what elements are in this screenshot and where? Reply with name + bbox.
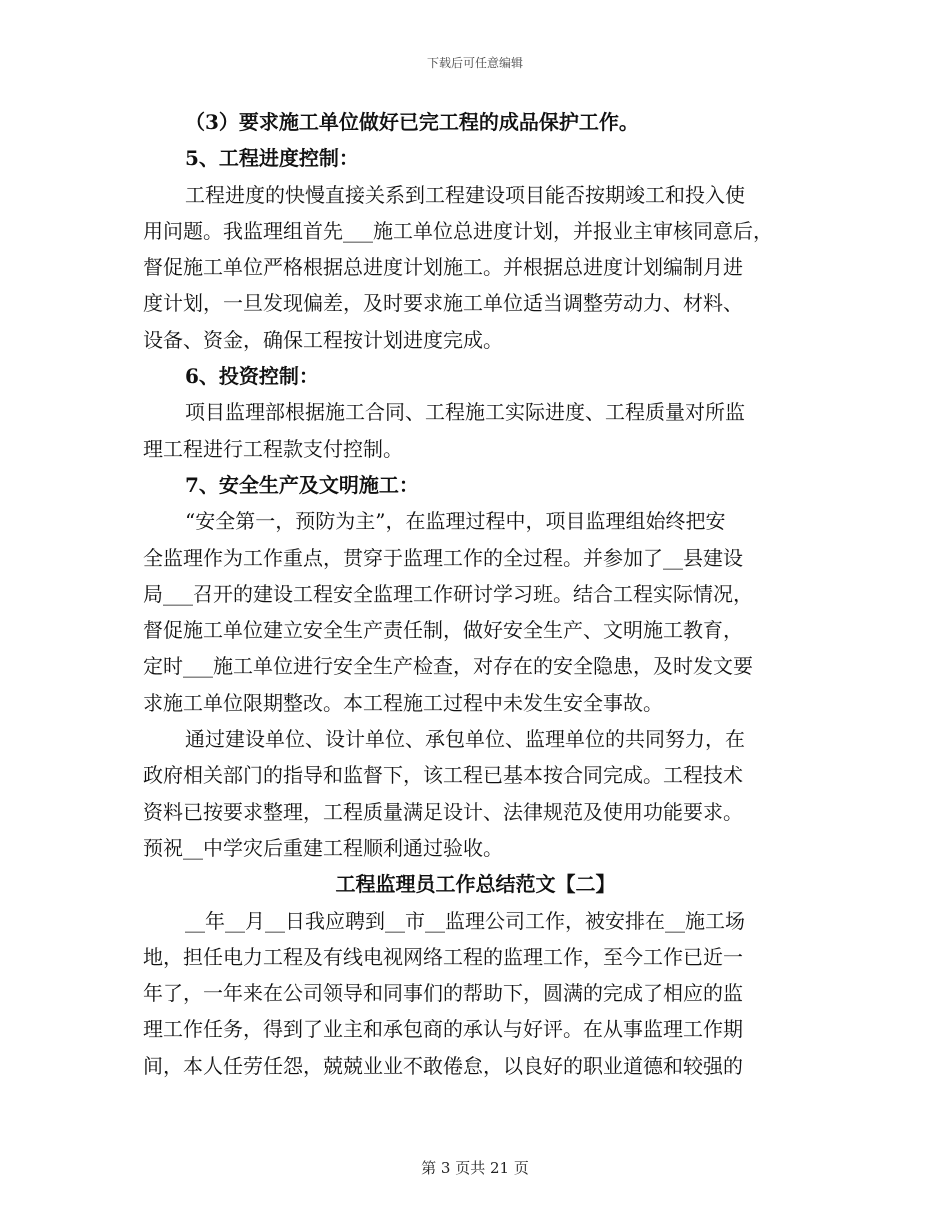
- document-body: [143, 104, 808, 1084]
- page-number: 第 3 页共 21 页: [421, 1159, 529, 1177]
- paragraph-line: 督促施工单位建立安全生产责任制，做好安全生产、文明施工教育，: [143, 618, 743, 643]
- article-title: 工程监理员工作总结范文【二】: [335, 872, 616, 897]
- paragraph-line: 用问题。我监理组首先___施工单位总进度计划，并报业主审核同意后，: [143, 218, 773, 243]
- paragraph-line: 间，本人任劳任怨，兢兢业业不敢倦怠，以良好的职业道德和较强的: [143, 1053, 743, 1078]
- paragraph-line: 工程进度的快慢直接关系到工程建设项目能否按期竣工和投入使: [185, 182, 745, 207]
- paragraph-line: 预祝__中学灾后重建工程顺利通过验收。: [143, 835, 503, 860]
- paragraph-line: “安全第一，预防为主”，在监理过程中，项目监理组始终把安: [185, 509, 726, 534]
- section-heading-safety: 7、安全生产及文明施工：: [185, 472, 419, 497]
- paragraph-line: 局___召开的建设工程安全监理工作研讨学习班。结合工程实际情况，: [143, 581, 753, 606]
- paragraph-line: 通过建设单位、设计单位、承包单位、监理单位的共同努力，在: [185, 727, 745, 752]
- paragraph-line: 设备、资金，确保工程按计划进度完成。: [143, 327, 503, 352]
- paragraph-line: 政府相关部门的指导和监督下，该工程已基本按合同完成。工程技术: [143, 763, 743, 788]
- paragraph-line: __年__月__日我应聘到__市__监理公司工作，被安排在__施工场: [185, 908, 745, 933]
- paragraph-line: 定时___施工单位进行安全生产检查，对存在的安全隐患，及时发文要: [143, 654, 753, 679]
- section-heading-progress: 5、工程进度控制：: [185, 146, 359, 171]
- paragraph-line: 理工作任务，得到了业主和承包商的承认与好评。在从事监理工作期: [143, 1017, 743, 1042]
- page-header-note: 下载后可任意编辑: [426, 56, 523, 70]
- paragraph-line: 督促施工单位严格根据总进度计划施工。并根据总进度计划编制月进: [143, 255, 743, 280]
- paragraph-line: 全监理作为工作重点，贯穿于监理工作的全过程。并参加了__县建设: [143, 545, 743, 570]
- paragraph-line: 地，担任电力工程及有线电视网络工程的监理工作，至今工作已近一: [143, 944, 743, 969]
- paragraph-line: 理工程进行工程款支付控制。: [143, 436, 403, 461]
- section-heading-investment: 6、投资控制：: [185, 364, 319, 389]
- paragraph-line: 资料已按要求整理，工程质量满足设计、法律规范及使用功能要求。: [143, 799, 743, 824]
- paragraph-line: 求施工单位限期整改。本工程施工过程中未发生安全事故。: [143, 690, 663, 715]
- paragraph-line: 项目监理部根据施工合同、工程施工实际进度、工程质量对所监: [185, 400, 745, 425]
- paragraph-line: 年了，一年来在公司领导和同事们的帮助下，圆满的完成了相应的监: [143, 981, 743, 1006]
- paragraph-line: 度计划，一旦发现偏差，及时要求施工单位适当调整劳动力、材料、: [143, 291, 743, 316]
- list-item-3: （3）要求施工单位做好已完工程的成品保护工作。: [185, 110, 639, 134]
